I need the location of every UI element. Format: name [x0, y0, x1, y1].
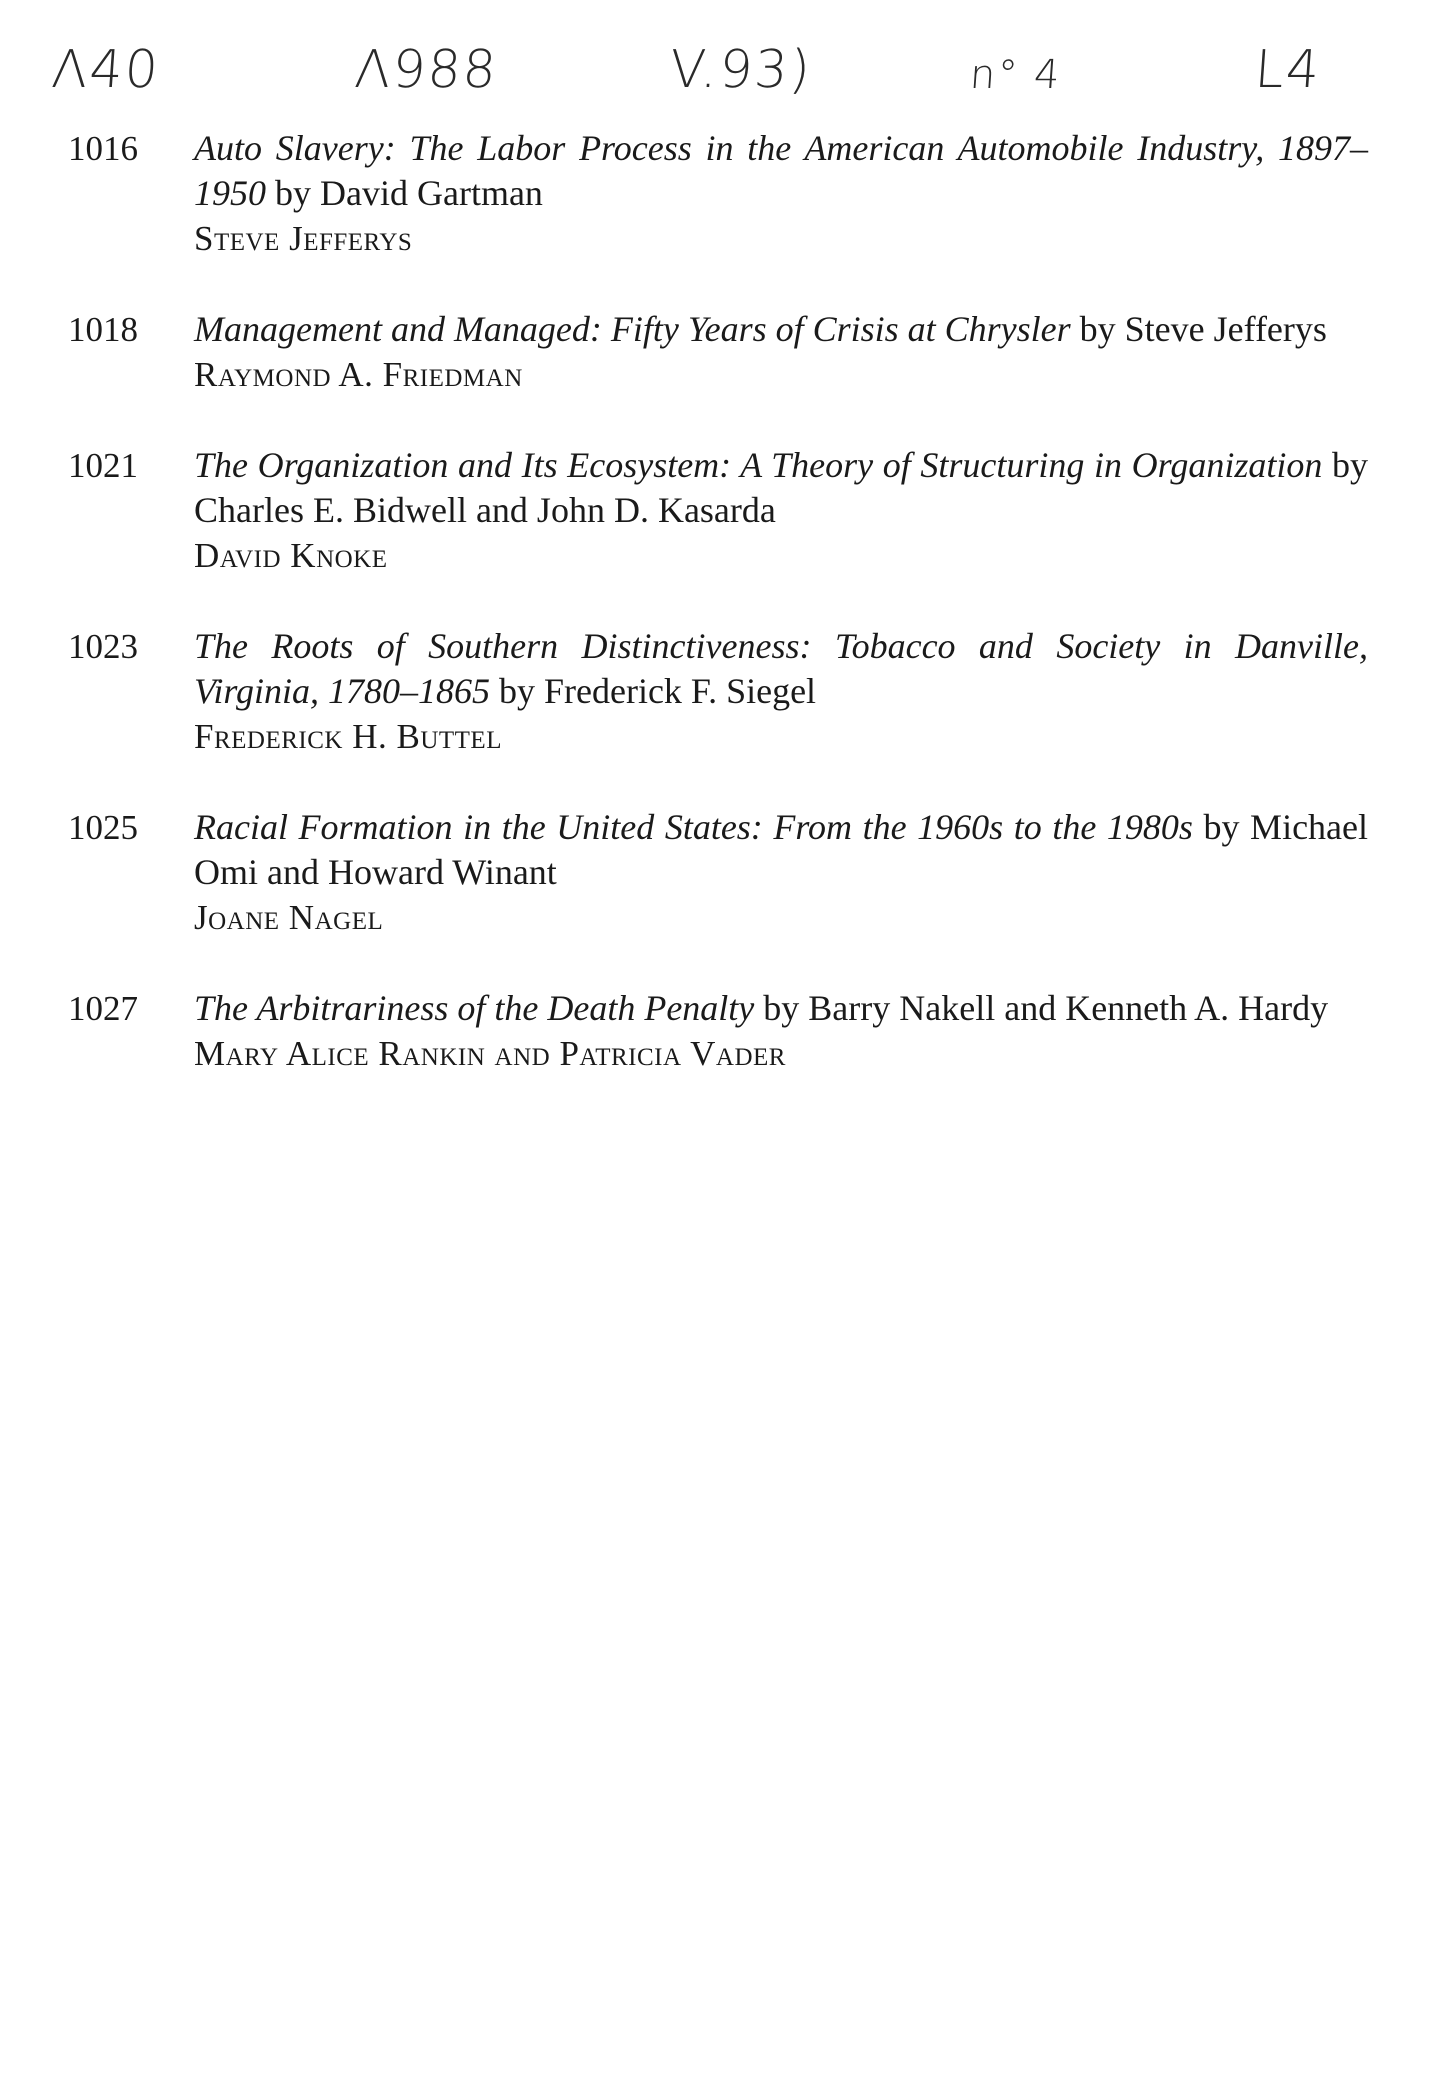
- page-number: 1027: [68, 989, 138, 1028]
- page-number: 1023: [68, 627, 138, 666]
- page-number: 1021: [68, 446, 138, 485]
- book-title: Auto Slavery: The Labor Process in the American Automobile Industry, 1897–1950: [194, 128, 1368, 213]
- book-title: The Roots of Southern Distinctiveness: Tobacco and Society in Danville, Virginia, 1780–1865: [194, 626, 1368, 711]
- book-author: by Steve Jefferys: [1079, 309, 1327, 349]
- handwritten-mark: Λ40: [49, 40, 162, 100]
- review-entry: [68, 443, 1368, 578]
- book-author: by Barry Nakell and Kenneth A. Hardy: [763, 988, 1329, 1028]
- review-entry: [68, 805, 1368, 940]
- reviewer-name: Joane Nagel: [194, 898, 384, 937]
- handwritten-mark: L4: [1252, 40, 1324, 100]
- review-list: [68, 126, 1368, 1122]
- page-number: 1016: [68, 129, 138, 168]
- book-author: by David Gartman: [275, 173, 543, 213]
- book-author: by Charles E. Bidwell and John D. Kasarda: [194, 445, 1368, 530]
- reviewer-name: Raymond A. Friedman: [194, 355, 523, 394]
- review-entry: [68, 624, 1368, 759]
- reviewer-name: Steve Jefferys: [194, 219, 413, 258]
- entry-body: [194, 805, 1368, 940]
- book-author: by Frederick F. Siegel: [499, 671, 817, 711]
- entry-body: [194, 986, 1368, 1076]
- entry-body: [194, 443, 1368, 578]
- handwritten-mark: Λ988: [352, 40, 500, 100]
- book-author: by Michael Omi and Howard Winant: [194, 807, 1369, 892]
- handwritten-mark: n° 4: [968, 52, 1064, 98]
- book-title: The Arbitrariness of the Death Penalty: [194, 988, 755, 1028]
- reviewer-name: Mary Alice Rankin and Patricia Vader: [194, 1034, 786, 1073]
- entry-body: [194, 624, 1368, 759]
- reviewer-name: Frederick H. Buttel: [194, 717, 502, 756]
- review-entry: [68, 986, 1368, 1076]
- book-title: Racial Formation in the United States: From the 1960s to the 1980s: [194, 807, 1193, 847]
- handwritten-mark: V.93): [667, 40, 814, 100]
- page-number: 1018: [68, 310, 138, 349]
- review-entry: [68, 126, 1368, 261]
- review-entry: [68, 307, 1368, 397]
- entry-body: [194, 126, 1368, 261]
- book-title: Management and Managed: Fifty Years of Crisis at Chrysler: [194, 309, 1071, 349]
- handwritten-annotation: [0, 30, 1429, 120]
- reviewer-name: David Knoke: [194, 536, 388, 575]
- page-number: 1025: [68, 808, 138, 847]
- book-title: The Organization and Its Ecosystem: A Theory of Structuring in Organization: [194, 445, 1323, 485]
- entry-body: [194, 307, 1368, 397]
